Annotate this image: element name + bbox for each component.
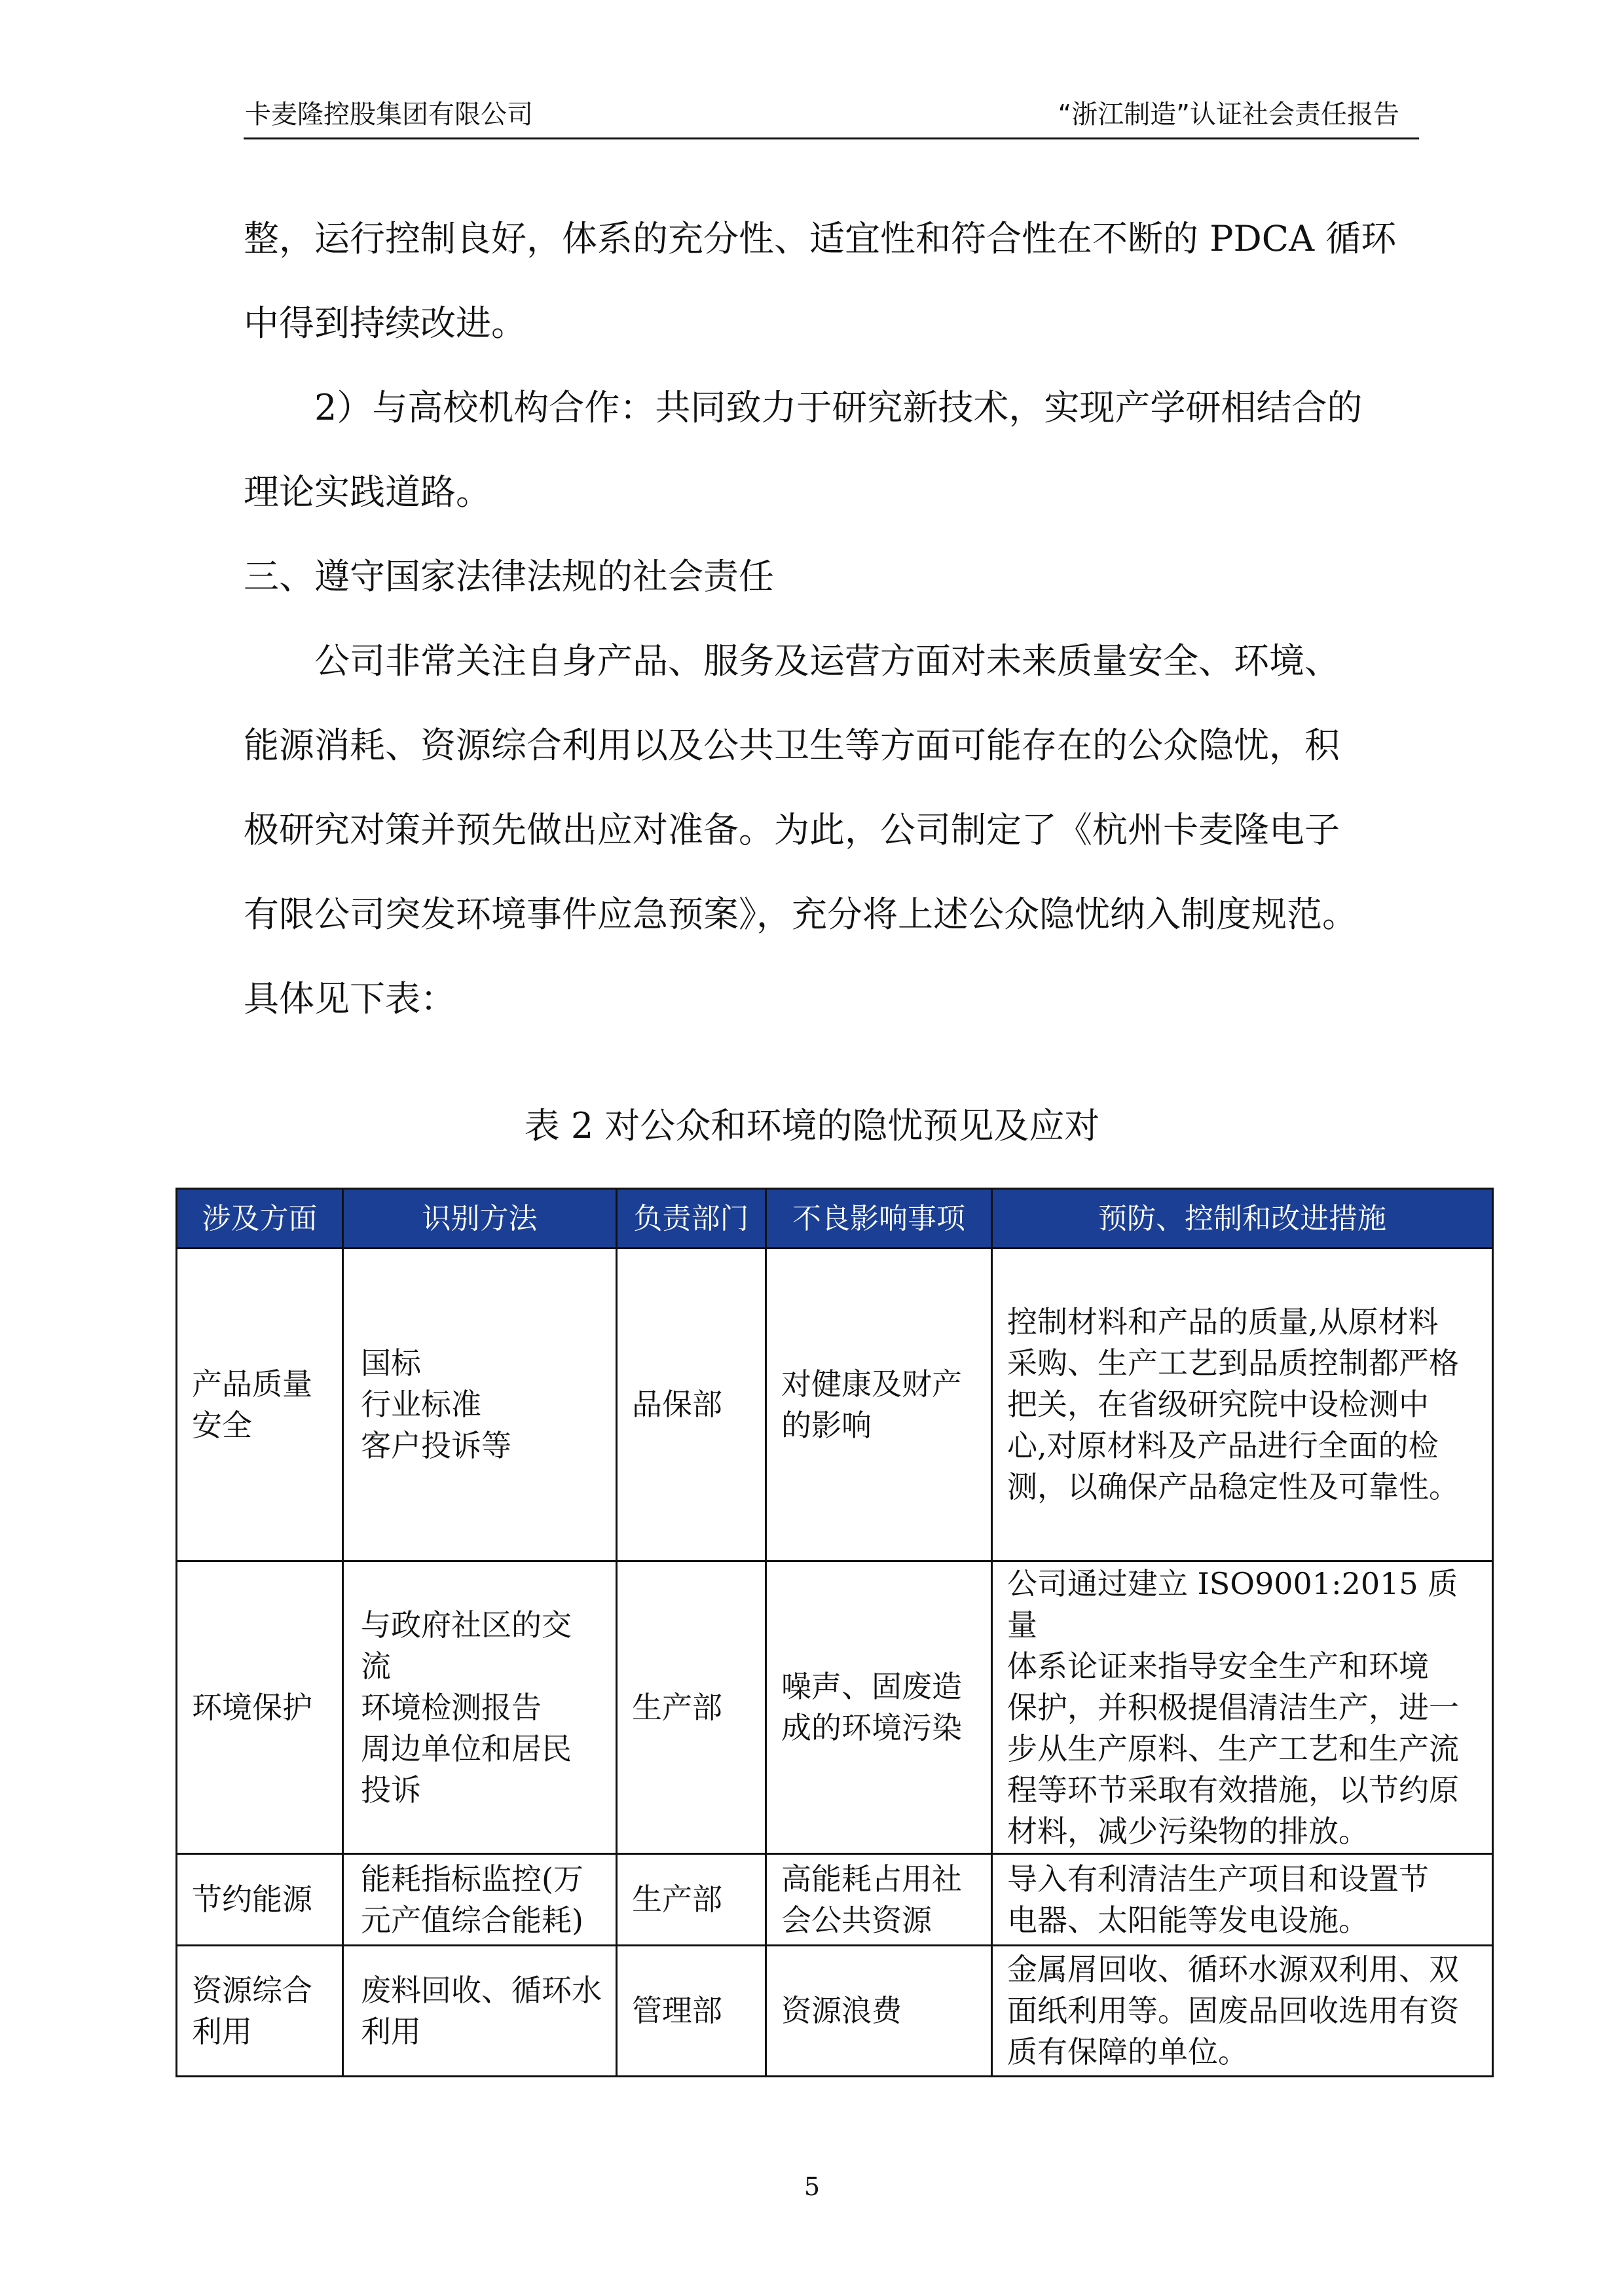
page-number: 5 xyxy=(803,2172,821,2201)
cell-impact: 噪声、固废造 成的环境污染 xyxy=(766,1561,992,1854)
paragraph-continuation xyxy=(244,196,1426,1041)
table-row xyxy=(177,1248,1493,1561)
header-company: 卡麦隆控股集团有限公司 xyxy=(245,100,533,130)
column-header: 预防、控制和改进措施 xyxy=(992,1189,1493,1248)
cell-measures: 导入有利清洁生产项目和设置节 电器、太阳能等发电设施。 xyxy=(992,1854,1493,1946)
cell-dept: 品保部 xyxy=(617,1248,766,1561)
cell-dept: 生产部 xyxy=(617,1561,766,1854)
paragraph-line: 理论实践道路。 xyxy=(244,471,491,513)
paragraph-line: 能源消耗、资源综合利用以及公共卫生等方面可能存在的公众隐忧，积 xyxy=(244,725,1340,766)
cell-impact: 高能耗占用社 会公共资源 xyxy=(766,1854,992,1946)
paragraph-line: 整，运行控制良好，体系的充分性、适宜性和符合性在不断的 PDCA 循环 xyxy=(244,218,1397,259)
concerns-table xyxy=(175,1188,1494,2077)
cell-measures: 公司通过建立 ISO9001:2015 质量 体系论证来指导安全生产和环境 保护，并积极提倡清洁生产，进一 步从生产原料、生产工艺和生产流 程等环节采取有效措施，以节约原 材料，减少污染物的排放。 xyxy=(992,1561,1493,1854)
section-heading: 三、遵守国家法律法规的社会责任 xyxy=(244,556,774,597)
cell-aspect: 产品质量 安全 xyxy=(177,1248,343,1561)
paragraph-line: 极研究对策并预先做出应对准备。为此，公司制定了《杭州卡麦隆电子 xyxy=(244,809,1340,850)
column-header: 涉及方面 xyxy=(177,1189,343,1248)
paragraph-line: 中得到持续改进。 xyxy=(244,302,526,344)
table-title: 表 2 对公众和环境的隐忧预见及应对 xyxy=(524,1105,1100,1146)
page-header xyxy=(244,95,1419,139)
table-row xyxy=(177,1946,1493,2077)
table-row xyxy=(177,1854,1493,1946)
header-report-title: “浙江制造”认证社会责任报告 xyxy=(1058,100,1399,130)
cell-measures: 金属屑回收、循环水源双利用、双 面纸利用等。固废品回收选用有资 质有保障的单位。 xyxy=(992,1946,1493,2077)
column-header: 负责部门 xyxy=(617,1189,766,1248)
cell-dept: 生产部 xyxy=(617,1854,766,1946)
cell-method: 国标 行业标准 客户投诉等 xyxy=(343,1248,617,1561)
paragraph-line: 2）与高校机构合作：共同致力于研究新技术，实现产学研相结合的 xyxy=(314,387,1363,428)
column-header: 不良影响事项 xyxy=(766,1189,992,1248)
cell-impact: 对健康及财产 的影响 xyxy=(766,1248,992,1561)
paragraph-line: 具体见下表： xyxy=(244,978,456,1019)
cell-impact: 资源浪费 xyxy=(766,1946,992,2077)
cell-dept: 管理部 xyxy=(617,1946,766,2077)
cell-method: 能耗指标监控(万 元产值综合能耗) xyxy=(343,1854,617,1946)
table-row xyxy=(177,1561,1493,1854)
cell-aspect: 节约能源 xyxy=(177,1854,343,1946)
cell-method: 与政府社区的交 流 环境检测报告 周边单位和居民 投诉 xyxy=(343,1561,617,1854)
cell-aspect: 环境保护 xyxy=(177,1561,343,1854)
column-header: 识别方法 xyxy=(343,1189,617,1248)
cell-method: 废料回收、循环水 利用 xyxy=(343,1946,617,2077)
cell-measures: 控制材料和产品的质量,从原材料 采购、生产工艺到品质控制都严格 把关，在省级研究院中设检测中 心,对原材料及产品进行全面的检 测，以确保产品稳定性及可靠性。 xyxy=(992,1248,1493,1561)
paragraph-line: 有限公司突发环境事件应急预案》，充分将上述公众隐忧纳入制度规范。 xyxy=(244,894,1357,935)
paragraph-line: 公司非常关注自身产品、服务及运营方面对未来质量安全、环境、 xyxy=(314,640,1340,682)
cell-aspect: 资源综合 利用 xyxy=(177,1946,343,2077)
table-header-row xyxy=(177,1189,1493,1248)
